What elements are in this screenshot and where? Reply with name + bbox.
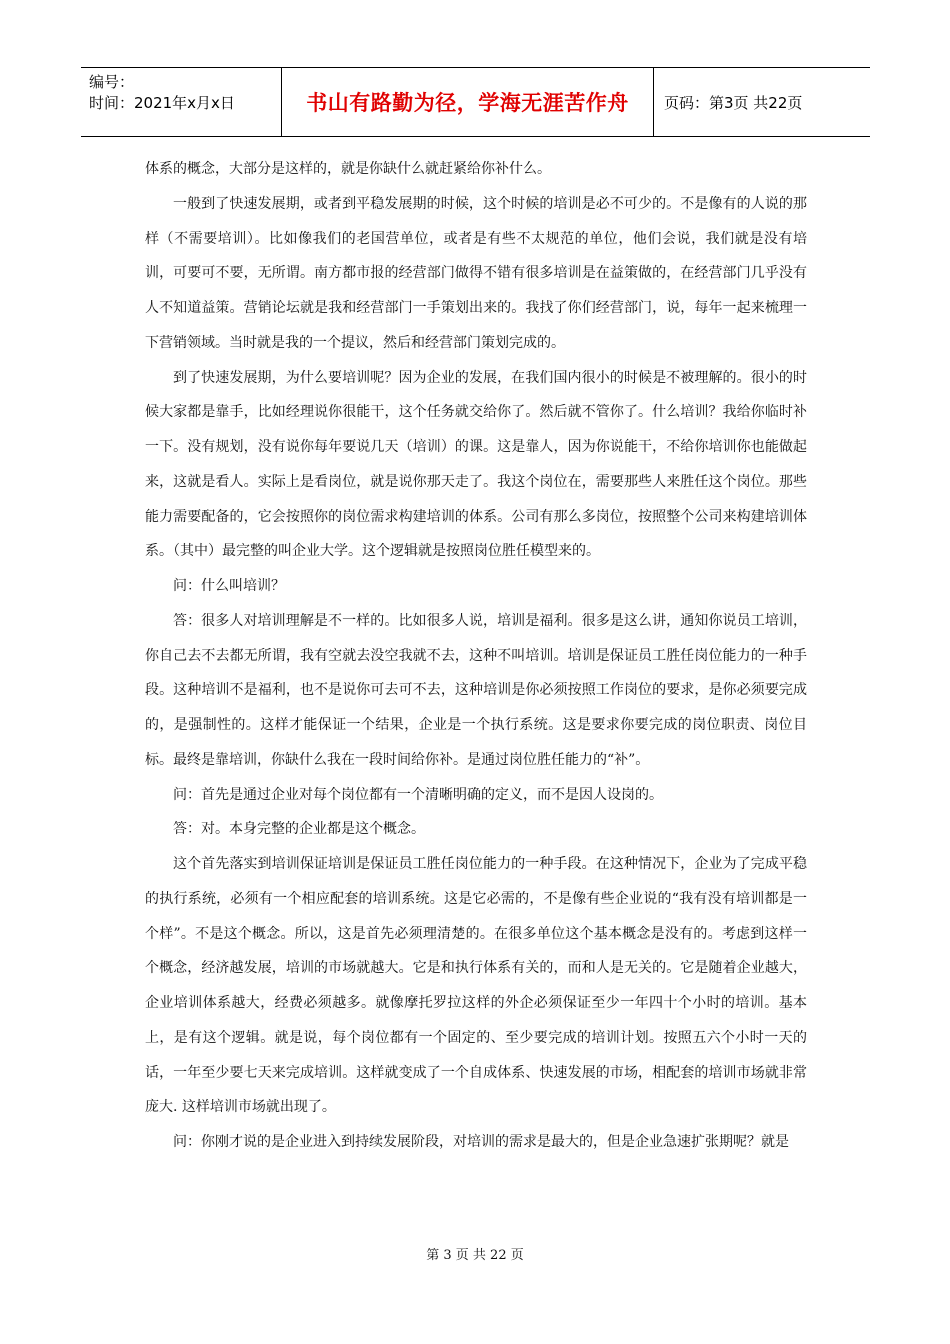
header-motto: 书山有路勤为径，学海无涯苦作舟 <box>281 68 654 136</box>
question-paragraph: 问：什么叫培训？ <box>173 578 285 594</box>
page-header <box>81 67 870 137</box>
document-time-label: 时间：2021年x月x日 <box>89 94 235 112</box>
paragraph: 体系的概念，大部分是这样的，就是你缺什么就赶紧给你补什么。 <box>145 161 551 177</box>
question-paragraph: 问：你刚才说的是企业进入到持续发展阶段，对培训的需求是最大的，但是企业急速扩张期呢？就是 <box>173 1134 789 1150</box>
question-paragraph: 问：首先是通过企业对每个岗位都有一个清晰明确的定义，而不是因人设岗的。 <box>173 786 663 803</box>
paragraph: 到了快速发展期，为什么要培训呢？因为企业的发展，在我们国内很小的时候是不被理解的。很小的时候大家都是靠手，比如经理说你很能干，这个任务就交给你了。然后就不管你了。什么培训？我给你临时补一下。没有规划，没有说你每年要说几天（培训）的课。这是靠人，因为你说能干，不给你培训你也能做起来，这就是看人。实际上是看岗位，就是说你那天走了。我这个岗位在，需要那些人来胜任这个岗位。那些能力需要配备的，它会按照你的岗位需求构建培训的体系。公司有那么多岗位，按照整个公司来构建培训体系。（其中）最完整的叫企业大学。这个逻辑就是按照岗位胜任模型来的。 <box>145 369 807 560</box>
header-page-number: 页码：第3页 共22页 <box>664 93 803 112</box>
paragraph: 一般到了快速发展期，或者到平稳发展期的时候，这个时候的培训是必不可少的。不是像有的人说的那样（不需要培训）。比如像我们的老国营单位，或者是有些不太规范的单位，他们会说，我们就是没有培训，可要可不要，无所谓。南方都市报的经营部门做得不错有很多培训是在益策做的，在经营部门几乎没有人不知道益策。营销论坛就是我和经营部门一手策划出来的。我找了你们经营部门，说，每年一起来梳理一下营销领域。当时就是我的一个提议，然后和经营部门策划完成的。 <box>145 195 807 351</box>
answer-paragraph: 答：很多人对培训理解是不一样的。比如很多人说，培训是福利。很多是这么讲，通知你说员工培训，你自己去不去都无所谓，我有空就去没空我就不去，这种不叫培训。培训是保证员工胜任岗位能力的一种手段。这种培训不是福利，也不是说你可去可不去，这种培训是你必须按照工作岗位的要求，是你必须要完成的，是强制性的。这样才能保证一个结果，企业是一个执行系统。这是要求你要完成的岗位职责、岗位目标。最终是靠培训，你缺什么我在一段时间给你补。是通过岗位胜任能力的“补”。 <box>145 612 807 768</box>
page-footer: 第 3 页 共 22 页 <box>426 1248 524 1263</box>
header-meta <box>81 68 281 136</box>
answer-paragraph: 答：对。本身完整的企业都是这个概念。 <box>173 821 425 838</box>
document-body <box>145 152 807 1160</box>
document-number-label: 编号： <box>89 73 135 91</box>
paragraph: 这个首先落实到培训保证培训是保证员工胜任岗位能力的一种手段。在这种情况下，企业为了完成平稳的执行系统，必须有一个相应配套的培训系统。这是它必需的，不是像有些企业说的“我有没有培训都是一个样”。不是这个概念。所以，这是首先必须理清楚的。在很多单位这个基本概念是没有的。考虑到这样一个概念，经济越发展，培训的市场就越大。它是和执行体系有关的，而和人是无关的。它是随着企业越大，企业培训体系越大，经费必须越多。就像摩托罗拉这样的外企必须保证至少一年四十个小时的培训。基本上，是有这个逻辑。就是说，每个岗位都有一个固定的、至少要完成的培训计划。按照五六个小时一天的话，一年至少要七天来完成培训。这样就变成了一个自成体系、快速发展的市场，相配套的培训市场就非常庞大. 这样培训市场就出现了。 <box>145 856 807 1116</box>
